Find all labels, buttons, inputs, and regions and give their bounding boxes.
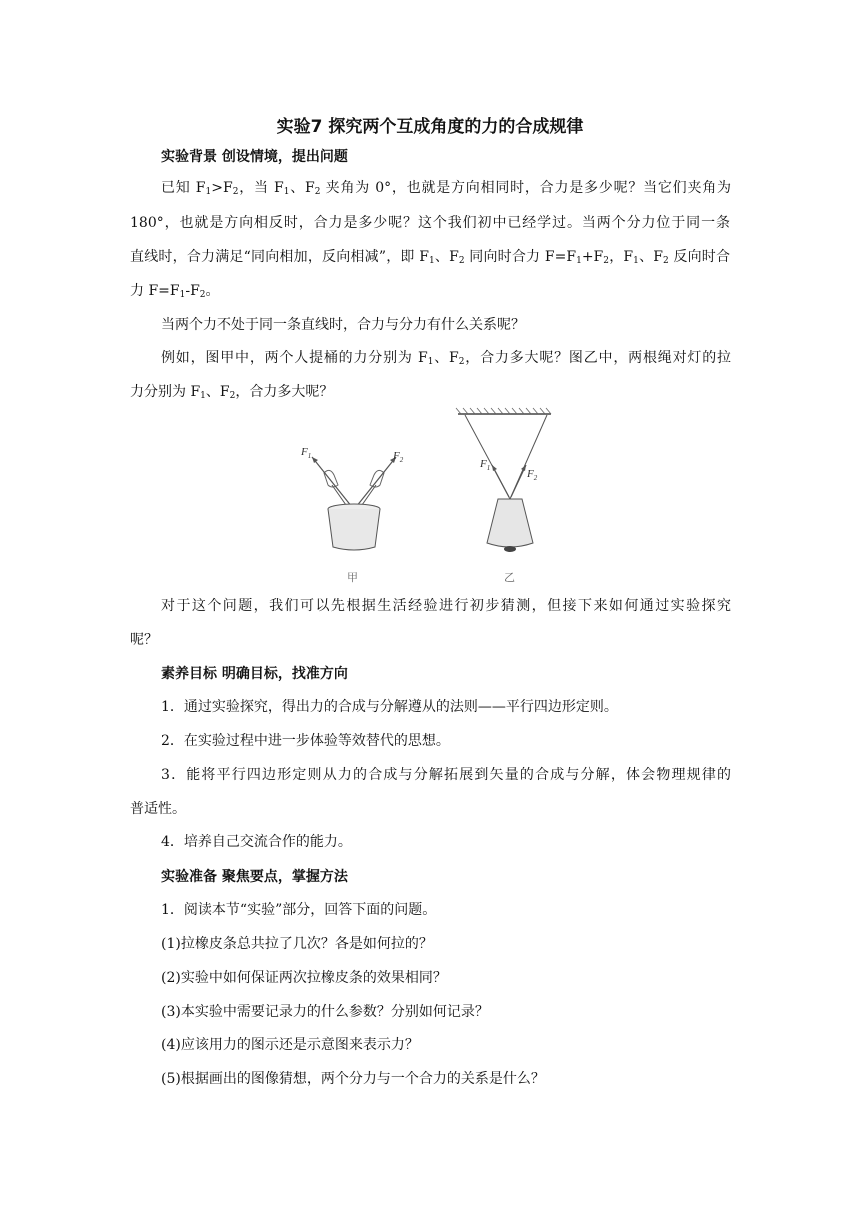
page-title: 实验7 探究两个互成角度的力的合成规律 xyxy=(276,117,584,137)
prep-question-3: (3)本实验中需要记录力的什么参数？分别如何记录？ xyxy=(161,1004,489,1020)
prep-question-5: (5)根据画出的图像猜想，两个分力与一个合力的关系是什么？ xyxy=(161,1071,545,1087)
intro-line-4: 力 $F=F_1-F_2$。 xyxy=(130,283,220,300)
intro-line-1: 已知 $F_1>F_2$，当 $F_1$、$F_2$ 夹角为 0°，也就是方向相同时，合力是多少呢？当它们夹角为 xyxy=(161,180,732,197)
right-hand-icon xyxy=(370,470,384,487)
intro-line-3: 直线时，合力满足“同向相加，反向相减”，即 $F_1$、$F_2$ 同向时合力 $F=F_1+F_2$，$F_1$、$F_2$ 反向时合 xyxy=(130,249,730,266)
force-figure xyxy=(295,405,565,585)
lamp-diagram xyxy=(456,408,551,584)
after-line-2: 呢？ xyxy=(130,632,158,648)
left-hand-icon xyxy=(324,470,338,487)
bucket-icon xyxy=(328,509,380,550)
goal-3-line-1: 3．能将平行四边形定则从力的合成与分解拓展到矢量的合成与分解，体会物理规律的 xyxy=(161,767,731,783)
goal-4: 4．培养自己交流合作的能力。 xyxy=(161,834,352,850)
caption-jia: 甲 xyxy=(347,571,358,584)
goal-2: 2．在实验过程中进一步体验等效替代的思想。 xyxy=(161,733,450,749)
bucket-diagram xyxy=(300,446,404,584)
label-f2-bucket: $F_2$ xyxy=(393,450,404,464)
lamp-icon xyxy=(487,499,533,547)
prep-question-1: (1)拉橡皮条总共拉了几次？各是如何拉的？ xyxy=(161,936,433,952)
after-line-1: 对于这个问题，我们可以先根据生活经验进行初步猜测，但接下来如何通过实验探究 xyxy=(161,598,731,614)
question-line: 当两个力不处于同一条直线时，合力与分力有什么关系呢？ xyxy=(161,317,525,333)
prep-question-4: (4)应该用力的图示还是示意图来表示力？ xyxy=(161,1037,419,1053)
label-f2-lamp: $F_2$ xyxy=(527,468,538,482)
intro-line-2: 180°，也就是方向相反时，合力是多少呢？这个我们初中已经学过。当两个分力位于同一条 xyxy=(130,215,730,231)
section-heading-prep: 实验准备 聚焦要点，掌握方法 xyxy=(161,869,348,885)
section-heading-goals: 素养目标 明确目标，找准方向 xyxy=(161,666,348,682)
goal-3-line-2: 普适性。 xyxy=(130,801,186,817)
goal-1: 1．通过实验探究，得出力的合成与分解遵从的法则——平行四边形定则。 xyxy=(161,699,618,715)
label-f1-lamp: $F_1$ xyxy=(480,458,491,472)
prep-question-2: (2)实验中如何保证两次拉橡皮条的效果相同？ xyxy=(161,970,447,986)
label-f1-bucket: $F_1$ xyxy=(301,446,312,460)
example-line-2: 力分别为 $F_1$、$F_2$，合力多大呢？ xyxy=(130,384,334,401)
prep-intro: 1．阅读本节“实验”部分，回答下面的问题。 xyxy=(161,902,437,918)
section-heading-background: 实验背景 创设情境，提出问题 xyxy=(161,149,348,165)
example-line-1: 例如，图甲中，两个人提桶的力分别为 $F_1$、$F_2$，合力多大呢？图乙中，两根绳对灯的拉 xyxy=(161,350,731,367)
caption-yi: 乙 xyxy=(504,571,515,584)
